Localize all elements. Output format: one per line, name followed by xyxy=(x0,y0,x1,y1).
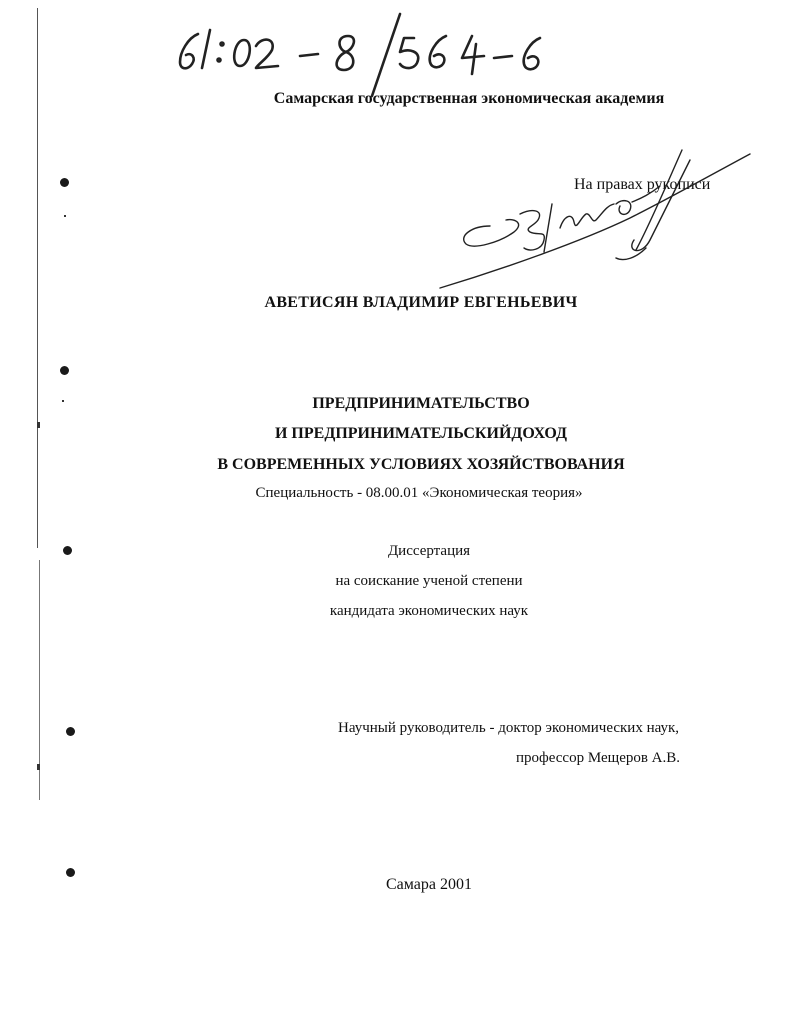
punch-hole xyxy=(66,727,75,736)
rights-note: На правах рукописи xyxy=(574,176,711,193)
dissertation-type-line: Диссертация xyxy=(387,543,471,559)
supervisor-title: Научный руководитель - доктор экономических наук, xyxy=(338,720,680,736)
supervisor-name: профессор Мещеров А.В. xyxy=(516,750,681,766)
scan-speck xyxy=(37,764,40,770)
dissertation-title-line: ПРЕДПРИНИМАТЕЛЬСТВО xyxy=(312,395,530,412)
scan-speck xyxy=(64,215,66,217)
specialty-line: Специальность - 08.00.01 «Экономическая теория» xyxy=(255,485,583,501)
handwritten-archive-number xyxy=(0,0,798,100)
punch-hole xyxy=(60,366,69,375)
dissertation-title-line: В СОВРЕМЕННЫХ УСЛОВИЯХ ХОЗЯЙСТВОВАНИЯ xyxy=(217,456,625,473)
city-year: Самара 2001 xyxy=(386,876,472,893)
dissertation-title-line: И ПРЕДПРИНИМАТЕЛЬСКИЙДОХОД xyxy=(274,425,568,442)
punch-hole xyxy=(60,178,69,187)
handwritten-signature xyxy=(420,140,760,290)
dissertation-type-line: кандидата экономических наук xyxy=(329,603,529,619)
dissertation-type-line: на соискание ученой степени xyxy=(335,573,523,589)
institution-name: Самарская государственная экономическая академия xyxy=(273,90,665,107)
author-name: АВЕТИСЯН ВЛАДИМИР ЕВГЕНЬЕВИЧ xyxy=(264,294,578,311)
